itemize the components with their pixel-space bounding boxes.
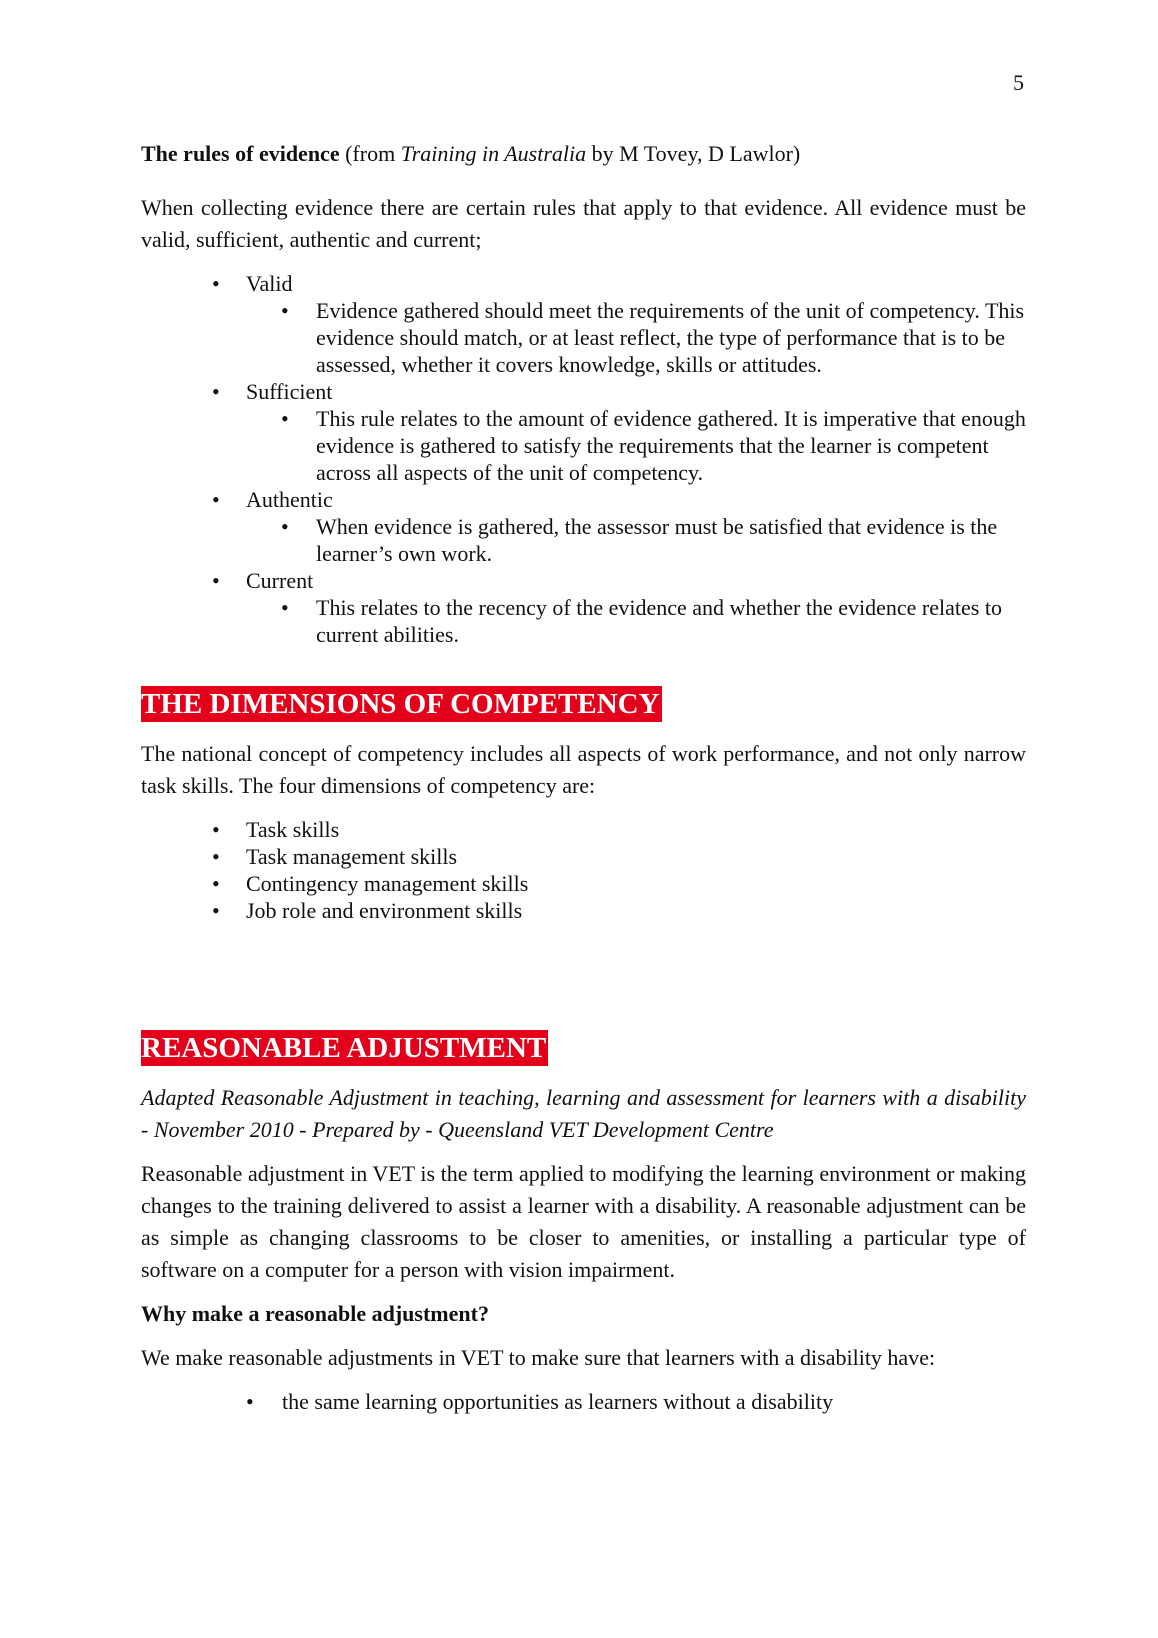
dimension-label: Contingency management skills: [246, 871, 529, 896]
rules-heading-bold: The rules of evidence: [141, 141, 340, 166]
bullet-icon: •: [246, 1389, 254, 1414]
rules-heading: [141, 138, 1026, 170]
bullet-icon: •: [212, 871, 220, 896]
rule-item-current: [212, 567, 1026, 648]
why-adjustment-intro: We make reasonable adjustments in VET to make sure that learners with a disability have:: [141, 1345, 936, 1370]
rule-label: Authentic: [246, 487, 333, 512]
bullet-icon: •: [281, 514, 289, 539]
rule-detail-text: This relates to the recency of the evidence and whether the evidence relates to current abilities.: [316, 595, 1002, 647]
rule-detail: [281, 513, 1026, 567]
dimension-item: [212, 816, 1026, 843]
rule-detail: [281, 594, 1026, 648]
rule-detail: [281, 405, 1026, 486]
bullet-icon: •: [212, 817, 220, 842]
dimension-label: Job role and environment skills: [246, 898, 523, 923]
adjustment-heading-wrap: [141, 1030, 1026, 1066]
dimension-item: [212, 897, 1026, 924]
bullet-icon: •: [212, 271, 220, 296]
rule-detail: [281, 297, 1026, 378]
page-number: 5: [1013, 70, 1024, 95]
bullet-icon: •: [212, 844, 220, 869]
document-body: [141, 138, 1026, 1418]
bullet-icon: •: [281, 298, 289, 323]
dimension-item: [212, 870, 1026, 897]
dimension-label: Task skills: [246, 817, 340, 842]
adjustment-heading: REASONABLE ADJUSTMENT: [141, 1032, 547, 1064]
rule-detail-list: [246, 513, 1026, 567]
rule-label: Current: [246, 568, 314, 593]
rule-label: Valid: [246, 271, 293, 296]
rule-detail-list: [246, 594, 1026, 648]
rule-item-authentic: [212, 486, 1026, 567]
why-adjustment-item: [246, 1386, 1026, 1418]
rule-item-sufficient: [212, 378, 1026, 486]
adjustment-paragraph: Reasonable adjustment in VET is the term applied to modifying the learning environment or making changes to the training delivered to assist a learner with a disability. A reasonable adjustment can be as simple as changing classrooms to be closer to amenities, or installing a particular type of software on a computer for a person with vision impairment.: [141, 1161, 1026, 1282]
bullet-icon: •: [212, 568, 220, 593]
dimensions-list: [141, 816, 1026, 924]
dimensions-heading-wrap: [141, 686, 1026, 722]
rules-intro: When collecting evidence there are certain rules that apply to that evidence. All evidence must be valid, sufficient, authentic and current;: [141, 195, 1026, 252]
dimensions-intro: The national concept of competency includes all aspects of work performance, and not only narrow task skills. The four dimensions of competency are:: [141, 741, 1026, 798]
why-adjustment-heading: Why make a reasonable adjustment?: [141, 1301, 489, 1326]
rule-item-valid: [212, 270, 1026, 378]
bullet-icon: •: [281, 595, 289, 620]
bullet-icon: •: [212, 379, 220, 404]
bullet-icon: •: [212, 898, 220, 923]
rules-heading-post: by M Tovey, D Lawlor): [586, 141, 801, 166]
rule-label: Sufficient: [246, 379, 333, 404]
dimension-item: [212, 843, 1026, 870]
bullet-icon: •: [212, 487, 220, 512]
dimension-label: Task management skills: [246, 844, 458, 869]
why-adjustment-list: [141, 1386, 1026, 1418]
rules-heading-book-title: Training in Australia: [400, 141, 587, 166]
rules-list: [141, 270, 1026, 648]
rule-detail-text: Evidence gathered should meet the requirements of the unit of competency. This evidence should match, or at least reflect, the type of performance that is to be assessed, whether it covers knowledge, skills or attitudes.: [316, 298, 1025, 377]
dimensions-heading: THE DIMENSIONS OF COMPETENCY: [141, 688, 660, 720]
rule-detail-text: When evidence is gathered, the assessor must be satisfied that evidence is the learner’s own work.: [316, 514, 998, 566]
rule-detail-text: This rule relates to the amount of evidence gathered. It is imperative that enough evidence is gathered to satisfy the requirements that the learner is competent across all aspects of the unit of competency.: [316, 406, 1026, 485]
rules-heading-pre: (from: [339, 141, 401, 166]
adjustment-source: Adapted Reasonable Adjustment in teaching, learning and assessment for learners with a disability - November 2010 - Prepared by - Queensland VET Development Centre: [141, 1085, 1026, 1142]
bullet-icon: •: [281, 406, 289, 431]
why-adjustment-item-text: the same learning opportunities as learners without a disability: [282, 1389, 834, 1414]
rule-detail-list: [246, 297, 1026, 378]
rule-detail-list: [246, 405, 1026, 486]
